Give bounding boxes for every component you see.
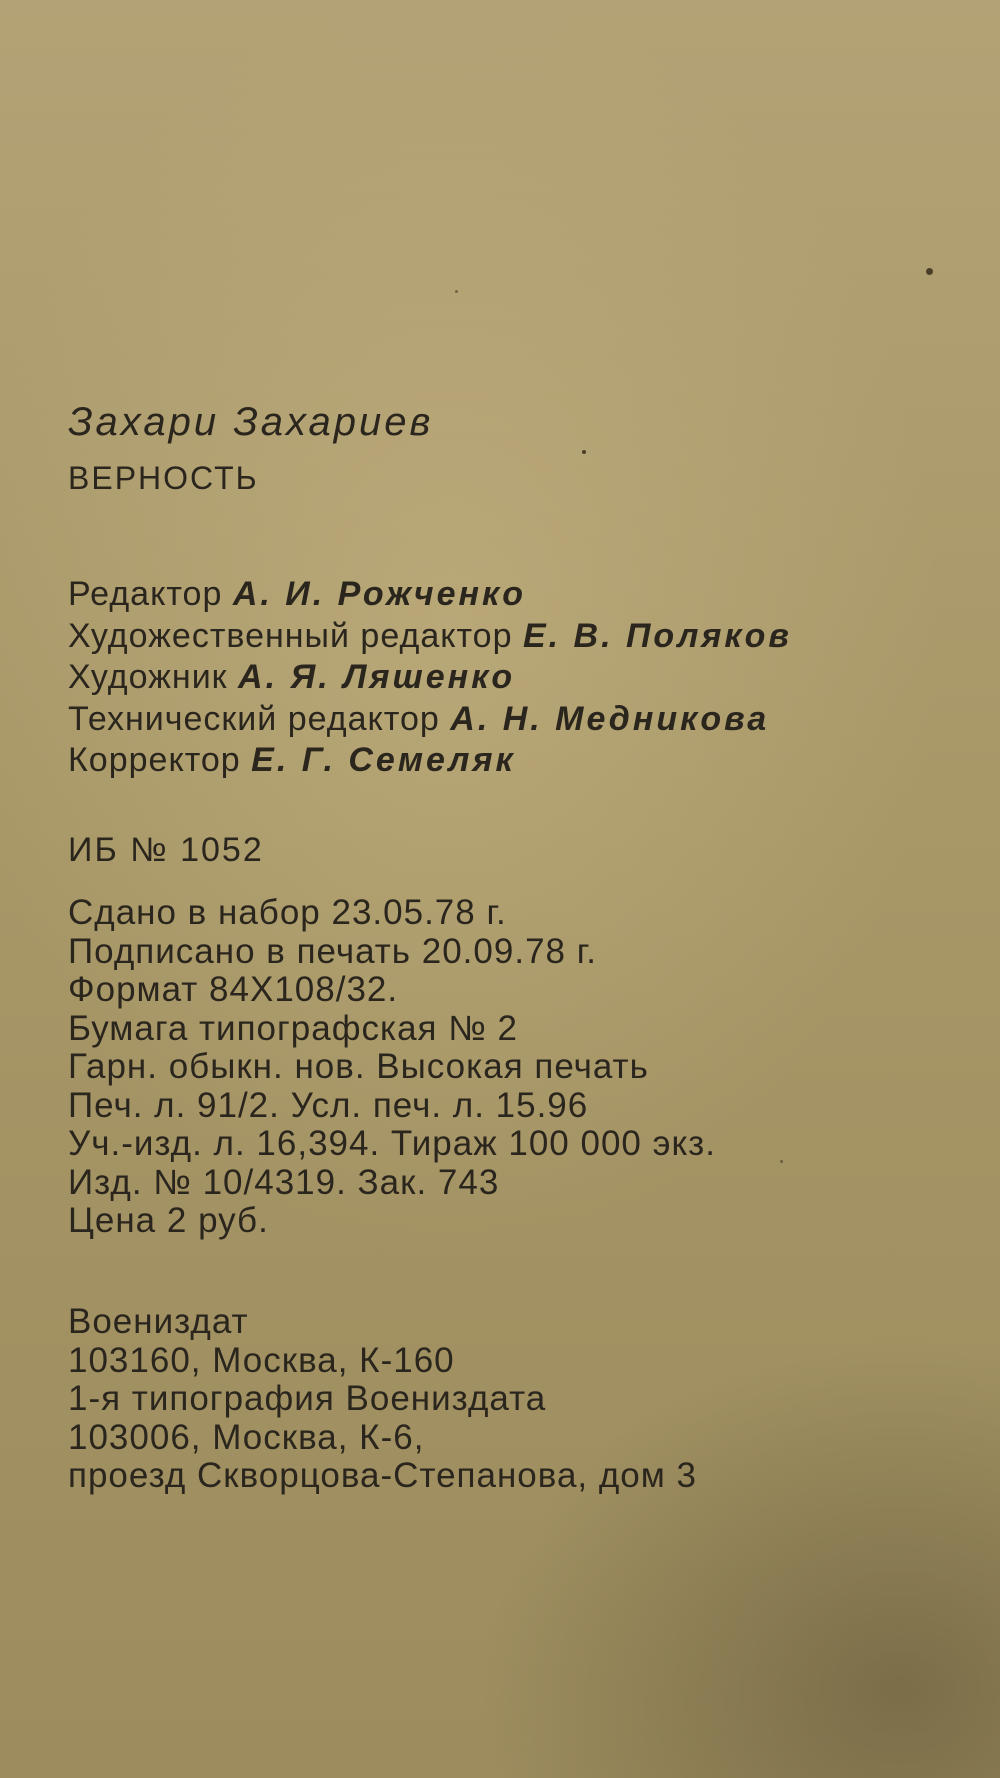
credit-role: Художник xyxy=(68,658,228,696)
publisher-line: Воениздат xyxy=(68,1302,249,1341)
publisher-line: 103006, Москва, К-6, xyxy=(68,1417,425,1457)
publisher-line: 1-я типография Воениздата xyxy=(68,1379,547,1418)
imprint-line: Гарн. обыкн. нов. Высокая печать xyxy=(68,1047,649,1086)
paper-speck xyxy=(582,450,586,454)
credit-role: Технический редактор xyxy=(68,699,440,738)
credit-line xyxy=(68,616,792,658)
imprint-line: Печ. л. 91/2. Усл. печ. л. 15.96 xyxy=(68,1085,589,1125)
credit-role: Редактор xyxy=(68,575,223,613)
book-heading xyxy=(68,402,433,494)
imprint-line: Формат 84X108/32. xyxy=(68,970,399,1009)
imprint-line: Уч.-изд. л. 16,394. Тираж 100 000 экз. xyxy=(68,1124,716,1163)
credit-line xyxy=(68,657,792,699)
publisher-line: 103160, Москва, К-160 xyxy=(68,1340,455,1380)
ib-block xyxy=(68,833,264,867)
paper-speck xyxy=(780,1160,783,1163)
imprint-line: Бумага типографская № 2 xyxy=(68,1008,518,1048)
imprint-details xyxy=(68,894,716,1241)
ib-number: ИБ № 1052 xyxy=(68,831,264,869)
publisher-line: проезд Скворцова-Степанова, дом 3 xyxy=(68,1456,698,1495)
credit-line xyxy=(68,699,792,741)
credit-name: А. И. Рожченко xyxy=(232,575,527,613)
credit-name: Е. Г. Семеляк xyxy=(251,741,516,779)
imprint-line: Цена 2 руб. xyxy=(68,1201,269,1240)
paper-speck xyxy=(926,268,933,275)
imprint-line: Сдано в набор 23.05.78 г. xyxy=(68,893,507,932)
imprint-line: Изд. № 10/4319. Зак. 743 xyxy=(68,1162,500,1202)
credit-role: Корректор xyxy=(68,741,241,779)
credits-list xyxy=(68,574,792,782)
credit-name: А. Н. Медникова xyxy=(450,699,770,738)
credit-role: Художественный редактор xyxy=(68,616,513,655)
imprint-line: Подписано в печать 20.09.78 г. xyxy=(68,931,597,971)
credit-name: А. Я. Ляшенко xyxy=(238,658,516,696)
credit-name: Е. В. Поляков xyxy=(522,616,792,655)
paper-speck xyxy=(455,290,458,293)
book-title: ВЕРНОСТЬ xyxy=(68,460,259,496)
publisher-info xyxy=(68,1303,697,1496)
credit-line xyxy=(68,574,792,616)
author-name: Захари Захариев xyxy=(68,400,434,444)
credit-line xyxy=(68,740,792,782)
